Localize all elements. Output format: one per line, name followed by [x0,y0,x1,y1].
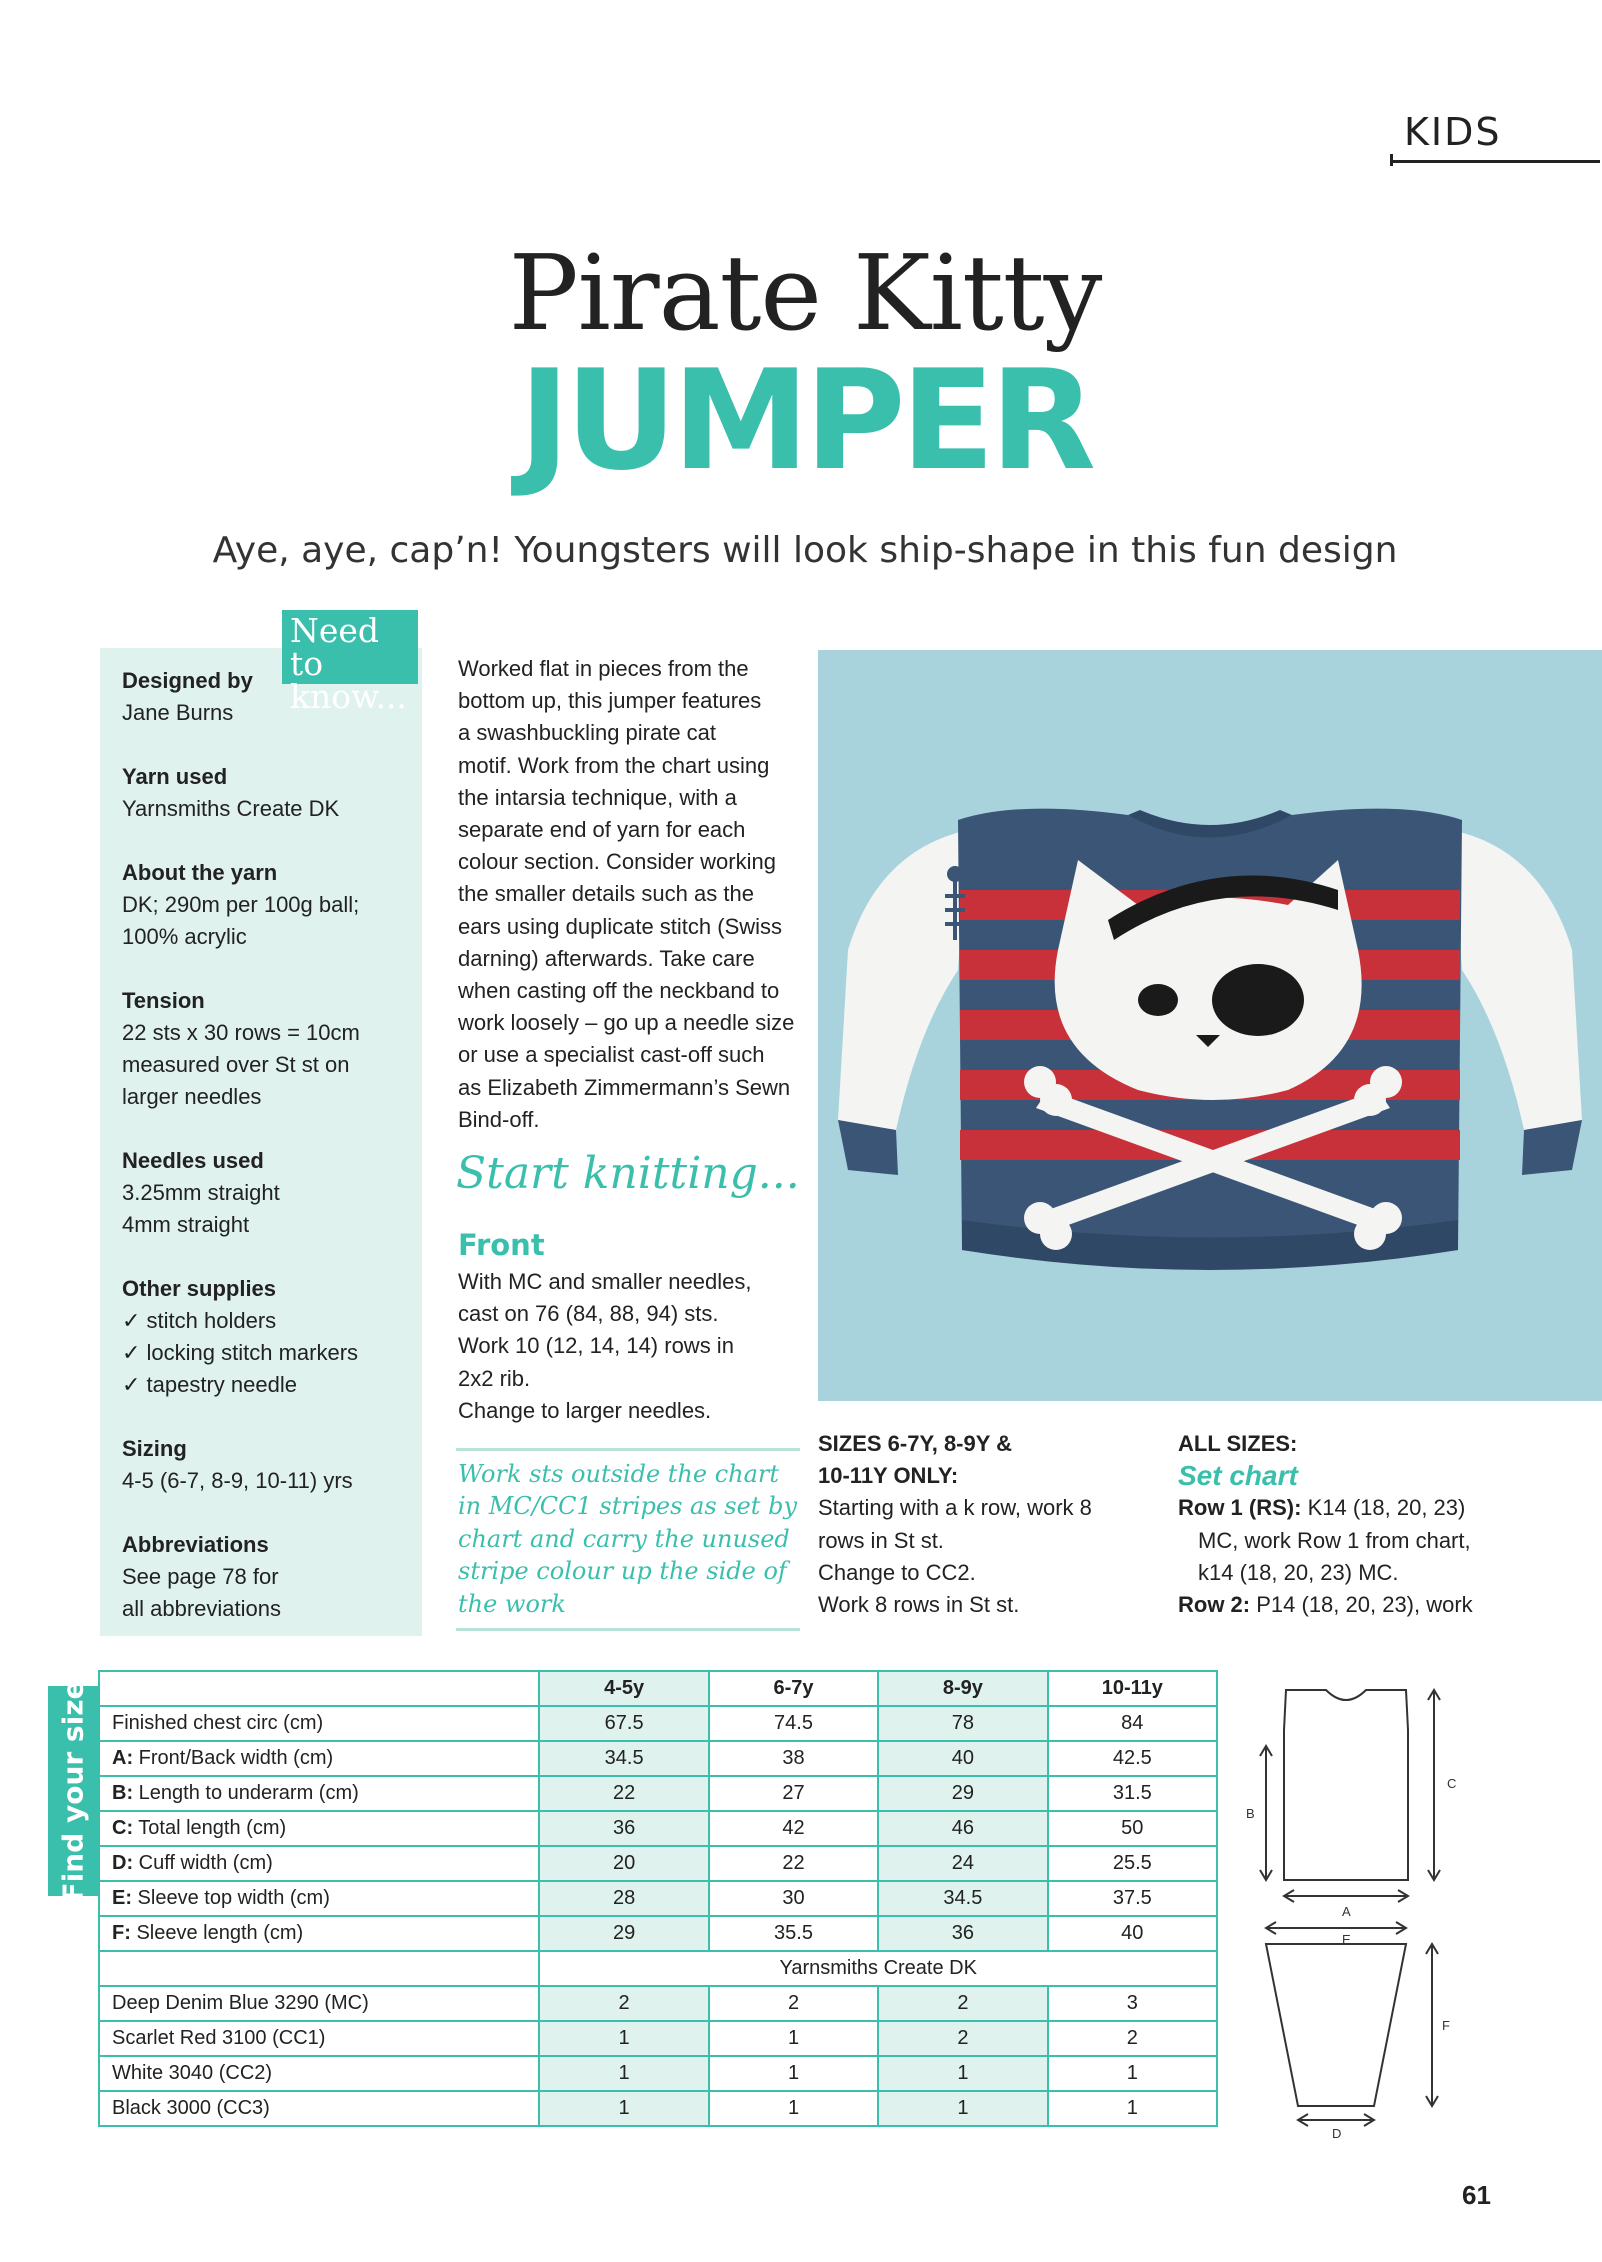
table-cell: 3 [1048,1986,1217,2021]
title-line-2: JUMPER [518,340,1092,501]
table-cell: 1 [539,2056,708,2091]
row-label-text: Sleeve length (cm) [130,1922,304,1944]
row-label-text: Total length (cm) [133,1817,287,1839]
info-line: ✓ tapestry needle [122,1372,297,1397]
table-cell: 50 [1048,1811,1217,1846]
intro-line: ears using duplicate stitch (Swiss [458,913,783,939]
table-cell: 74.5 [709,1706,878,1741]
table-cell: 1 [1048,2056,1217,2091]
find-your-size-tab [48,1680,98,1902]
info-heading: Yarn used [122,764,228,789]
intro-line: Bind-off. [458,1106,540,1132]
label-f: F [1442,2018,1450,2033]
badge-line-1: Need to [290,611,380,683]
info-line: 4-5 (6-7, 8-9, 10-11) yrs [122,1468,353,1493]
info-line: measured over St st on [122,1052,350,1077]
table-cell: 30 [709,1881,878,1916]
tip-line: stripe colour up the side of [458,1557,787,1586]
table-cell: 34.5 [878,1881,1047,1916]
intro-line: separate end of yarn for each [458,817,746,843]
info-group [122,1145,412,1241]
schematic-svg [1226,1670,1498,2141]
row-label-text: Cuff width (cm) [133,1852,273,1874]
col-4-5y: 4-5y [539,1671,708,1706]
front-line: Change to larger needles. [458,1397,712,1423]
intro-line: or use a specialist cast-off such [458,1042,765,1068]
yarn-heading: Yarnsmiths Create DK [539,1951,1217,1986]
intro-line: a swashbuckling pirate cat [458,720,717,746]
intro-line: work loosely – go up a needle size [458,1010,795,1036]
info-group [122,761,412,825]
table-cell: 36 [539,1811,708,1846]
table-cell: 78 [878,1706,1047,1741]
info-group [122,665,412,729]
tip-rule-top [456,1448,800,1451]
row-label [99,1741,539,1776]
info-heading: Sizing [122,1436,187,1461]
table-cell: 1 [539,2021,708,2056]
badge-line-2: know... [290,677,407,716]
info-line: 4mm straight [122,1212,250,1237]
table-cell: 24 [878,1846,1047,1881]
table-cell: 84 [1048,1706,1217,1741]
info-line: DK; 290m per 100g ball; [122,892,360,917]
sizes-block-line: rows in St st. [818,1527,944,1553]
table-cell: 35.5 [709,1916,878,1951]
info-line: Yarnsmiths Create DK [122,796,340,821]
label-e: E [1342,1932,1351,1947]
all-sizes-block [1178,1428,1508,1621]
table-cell: 2 [878,1986,1047,2021]
sizes-block-line: Work 8 rows in St st. [818,1592,1020,1618]
table-row [99,1916,1217,1951]
col-8-9y: 8-9y [878,1671,1047,1706]
table-cell: 22 [539,1776,708,1811]
tip-text [458,1458,803,1620]
row-key: C: [112,1817,134,1839]
table-cell: 1 [709,2091,878,2126]
row-key: D: [112,1852,134,1874]
row-label [99,1706,539,1741]
tip-line: the work [458,1589,566,1618]
yarn-heading-row [99,1951,1217,1986]
row-label-text: Finished chest circ (cm) [112,1712,324,1734]
info-heading: Needles used [122,1148,264,1173]
table-row [99,2056,1217,2091]
label-c: C [1447,1776,1457,1791]
row-key: A: [112,1747,134,1769]
all-sizes-heading: ALL SIZES: [1178,1431,1298,1456]
intro-line: motif. Work from the chart using [458,752,770,778]
table-cell: 25.5 [1048,1846,1217,1881]
info-group [122,1529,412,1625]
jumper-illustration [818,650,1602,1401]
info-heading: Abbreviations [122,1532,269,1557]
row-label-text: Length to underarm (cm) [133,1782,359,1804]
table-cell: 20 [539,1846,708,1881]
sizes-block-line: Starting with a k row, work 8 [818,1495,1092,1521]
info-heading: Other supplies [122,1276,277,1301]
table-row [99,1776,1217,1811]
table-cell: 38 [709,1741,878,1776]
info-line: ✓ stitch holders [122,1308,277,1333]
schematic-diagram [1226,1670,1498,2141]
table-cell: 2 [539,1986,708,2021]
table-cell: 42.5 [1048,1741,1217,1776]
front-line: Work 10 (12, 14, 14) rows in [458,1333,734,1359]
label-a: A [1342,1904,1351,1919]
table-cell: 29 [539,1916,708,1951]
find-your-size-label: Find your size [56,1680,90,1902]
table-cell: 1 [878,2091,1047,2126]
table-cell: 1 [1048,2091,1217,2126]
row-key: B: [112,1782,134,1804]
yarn-label: Deep Denim Blue 3290 (MC) [99,1986,539,2021]
row-label [99,1811,539,1846]
table-row [99,1741,1217,1776]
front-line: With MC and smaller needles, [458,1269,752,1294]
sizes-block-heading-2: 10-11Y ONLY: [818,1463,959,1489]
table-cell: 28 [539,1881,708,1916]
row-1-text: Row 1 (RS): K14 (18, 20, 23) [1178,1495,1466,1521]
intro-line: bottom up, this jumper features [458,688,762,714]
table-cell: 2 [878,2021,1047,2056]
table-row [99,2021,1217,2056]
info-line: ✓ locking stitch markers [122,1340,359,1365]
tip-rule-bottom [456,1628,800,1631]
start-knitting-heading: Start knitting... [456,1148,800,1199]
intro-line: darning) afterwards. Take care [458,945,755,971]
intro-line: the smaller details such as the [458,881,754,907]
intro-line: Worked flat in pieces from the [458,656,749,681]
table-row [99,1811,1217,1846]
info-group [122,857,412,953]
info-line: 22 sts x 30 rows = 10cm [122,1020,360,1045]
info-line: Jane Burns [122,700,234,725]
front-line: cast on 76 (84, 88, 94) sts. [458,1301,719,1327]
info-line: See page 78 for [122,1564,279,1589]
info-line: 100% acrylic [122,924,247,949]
table-cell: 1 [709,2021,878,2056]
row-label [99,1881,539,1916]
sizes-block-lines [818,1492,1148,1621]
table-cell: 46 [878,1811,1047,1846]
table-cell: 29 [878,1776,1047,1811]
info-group [122,1273,412,1401]
subtitle: Aye, aye, cap’n! Youngsters will look ship-shape in this fun design [212,530,1398,571]
label-d: D [1332,2126,1342,2141]
table-cell: 22 [709,1846,878,1881]
info-line: all abbreviations [122,1596,281,1621]
col-10-11y: 10-11y [1048,1671,1217,1706]
sizes-block-heading-1: SIZES 6-7Y, 8-9Y & [818,1431,1013,1456]
table-cell: 34.5 [539,1741,708,1776]
yarn-heading-blank [99,1951,539,1986]
table-row [99,1986,1217,2021]
tip-line: chart and carry the unused [458,1524,790,1553]
size-table [98,1670,1218,2127]
front-line: 2x2 rib. [458,1365,531,1391]
table-row [99,1846,1217,1881]
row-key: E: [112,1887,132,1909]
yarn-label: Scarlet Red 3100 (CC1) [99,2021,539,2056]
row-label-text: Sleeve top width (cm) [132,1887,330,1909]
sizes-block-line: Change to CC2. [818,1559,976,1585]
table-cell: 40 [878,1741,1047,1776]
page-number: 61 [1462,2180,1491,2210]
table-cell: 67.5 [539,1706,708,1741]
header-blank [99,1671,539,1706]
yarn-label: Black 3000 (CC3) [99,2091,539,2126]
table-cell: 1 [878,2056,1047,2091]
section-rule-tick [1390,154,1393,166]
sizes-6-11-block [818,1428,1148,1621]
tip-line: in MC/CC1 stripes as set by [458,1492,797,1521]
info-heading: Designed by [122,668,253,693]
intro-line: colour section. Consider working [458,849,776,875]
row-label [99,1916,539,1951]
table-cell: 1 [709,2056,878,2091]
title-line-1: Pirate Kitty [508,232,1102,354]
section-tag [1390,110,1600,160]
jumper-photo [818,650,1602,1401]
row-label [99,1846,539,1881]
row-1-cont-2: k14 (18, 20, 23) MC. [1198,1559,1399,1585]
label-b: B [1246,1806,1255,1821]
table-row [99,1881,1217,1916]
table-cell: 27 [709,1776,878,1811]
section-label: KIDS [1404,110,1502,154]
table-cell: 2 [1048,2021,1217,2056]
row-2-text: Row 2: P14 (18, 20, 23), work [1178,1592,1473,1618]
info-group [122,1433,412,1497]
intro-text [458,653,808,1136]
row-1-cont-1: MC, work Row 1 from chart, [1198,1527,1471,1553]
tip-line: Work sts outside the chart [458,1460,780,1488]
table-cell: 42 [709,1811,878,1846]
intro-line: as Elizabeth Zimmermann’s Sewn [458,1074,791,1100]
table-cell: 1 [539,2091,708,2126]
section-rule [1390,160,1600,163]
need-to-know-list [122,665,412,1657]
row-label-text: Front/Back width (cm) [133,1747,334,1769]
info-line: 3.25mm straight [122,1180,280,1205]
table-row [99,2091,1217,2126]
row-label [99,1776,539,1811]
table-cell: 40 [1048,1916,1217,1951]
table-row [99,1706,1217,1741]
info-line: larger needles [122,1084,262,1109]
yarn-label: White 3040 (CC2) [99,2056,539,2091]
col-6-7y: 6-7y [709,1671,878,1706]
info-heading: Tension [122,988,205,1013]
table-cell: 36 [878,1916,1047,1951]
table-cell: 37.5 [1048,1881,1217,1916]
info-group [122,985,412,1113]
front-instructions [458,1266,808,1427]
row-key: F: [112,1922,131,1944]
intro-line: when casting off the neckband to [458,978,780,1004]
table-cell: 2 [709,1986,878,2021]
intro-line: the intarsia technique, with a [458,784,737,810]
set-chart-heading: Set chart [1178,1460,1298,1492]
info-heading: About the yarn [122,860,278,885]
table-header-row [99,1671,1217,1706]
front-heading: Front [458,1228,545,1262]
table-cell: 31.5 [1048,1776,1217,1811]
